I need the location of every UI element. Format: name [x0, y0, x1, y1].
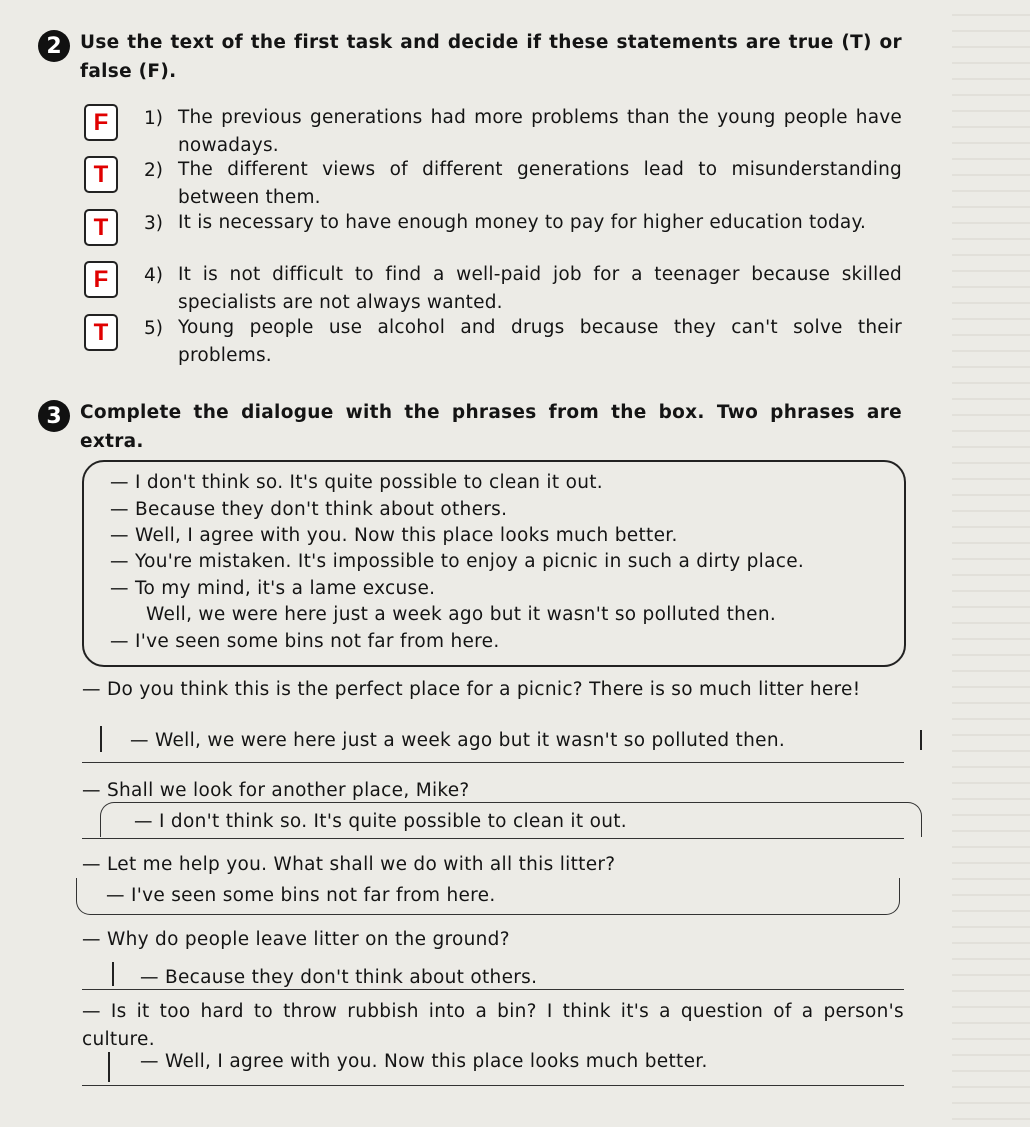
statement-text: It is not difficult to find a well-paid job for a teenager because skilled specialists are not always wanted.: [178, 264, 902, 313]
phrase-item: Well, we were here just a week ago but it wasn't so polluted then.: [146, 604, 777, 625]
statement-text: It is necessary to have enough money to pay for higher education today.: [178, 212, 867, 233]
dialogue-question: — Let me help you. What shall we do with all this litter?: [82, 854, 616, 875]
dialogue-question: — Why do people leave litter on the ground?: [82, 929, 510, 950]
dialogue-answer[interactable]: — I don't think so. It's quite possible to clean it out.: [134, 811, 627, 832]
phrase-item: — Well, I agree with you. Now this place looks much better.: [110, 525, 678, 546]
dialogue-question: — Is it too hard to throw rubbish into a bin? I think it's a question of a person's culture.: [82, 1001, 904, 1050]
answer-box-4[interactable]: F: [84, 261, 118, 298]
scanned-page-edge: [952, 0, 1030, 1127]
dialogue-answer[interactable]: — Well, we were here just a week ago but it wasn't so polluted then.: [130, 730, 786, 751]
answer-box-5[interactable]: T: [84, 314, 118, 351]
phrase-item: — To my mind, it's a lame excuse.: [110, 578, 436, 599]
dialogue-question: — Shall we look for another place, Mike?: [82, 780, 470, 801]
answer-box-1[interactable]: F: [84, 104, 118, 141]
answer-line: [82, 762, 904, 763]
answer-line: [82, 1085, 904, 1086]
statement-number: 2): [144, 160, 163, 181]
statement-text: Young people use alcohol and drugs because they can't solve their problems.: [178, 317, 902, 366]
dialogue-answer[interactable]: — Well, I agree with you. Now this place looks much better.: [140, 1051, 708, 1072]
statement-text: The previous generations had more problems than the young people have nowadays.: [178, 107, 902, 156]
answer-box-3[interactable]: T: [84, 209, 118, 246]
task-3-heading: Complete the dialogue with the phrases from the box. Two phrases are extra.: [80, 402, 902, 452]
statement-number: 4): [144, 265, 163, 286]
dialogue-answer[interactable]: — Because they don't think about others.: [140, 967, 538, 988]
statement-number: 1): [144, 108, 163, 129]
phrase-item: — You're mistaken. It's impossible to enjoy a picnic in such a dirty place.: [110, 551, 805, 572]
margin-mark: [100, 726, 102, 752]
answer-line: [82, 989, 904, 990]
dialogue-answer[interactable]: — I've seen some bins not far from here.: [106, 885, 496, 906]
statement-text: The different views of different generations lead to misunderstanding between them.: [178, 159, 902, 208]
task-2-number: 2: [38, 30, 70, 62]
statement-number: 3): [144, 213, 163, 234]
phrase-item: — I've seen some bins not far from here.: [110, 631, 500, 652]
statement-number: 5): [144, 318, 163, 339]
answer-line: [82, 838, 904, 839]
phrase-item: — Because they don't think about others.: [110, 499, 508, 520]
margin-mark: [112, 962, 114, 986]
task-3-number: 3: [38, 400, 70, 432]
answer-box-2[interactable]: T: [84, 156, 118, 193]
task-2-heading: Use the text of the first task and decide if these statements are true (T) or false (F).: [80, 32, 902, 82]
margin-mark: [920, 730, 922, 750]
margin-mark: [108, 1052, 110, 1082]
dialogue-question: — Do you think this is the perfect place for a picnic? There is so much litter here!: [82, 679, 861, 700]
phrase-item: — I don't think so. It's quite possible to clean it out.: [110, 472, 603, 493]
